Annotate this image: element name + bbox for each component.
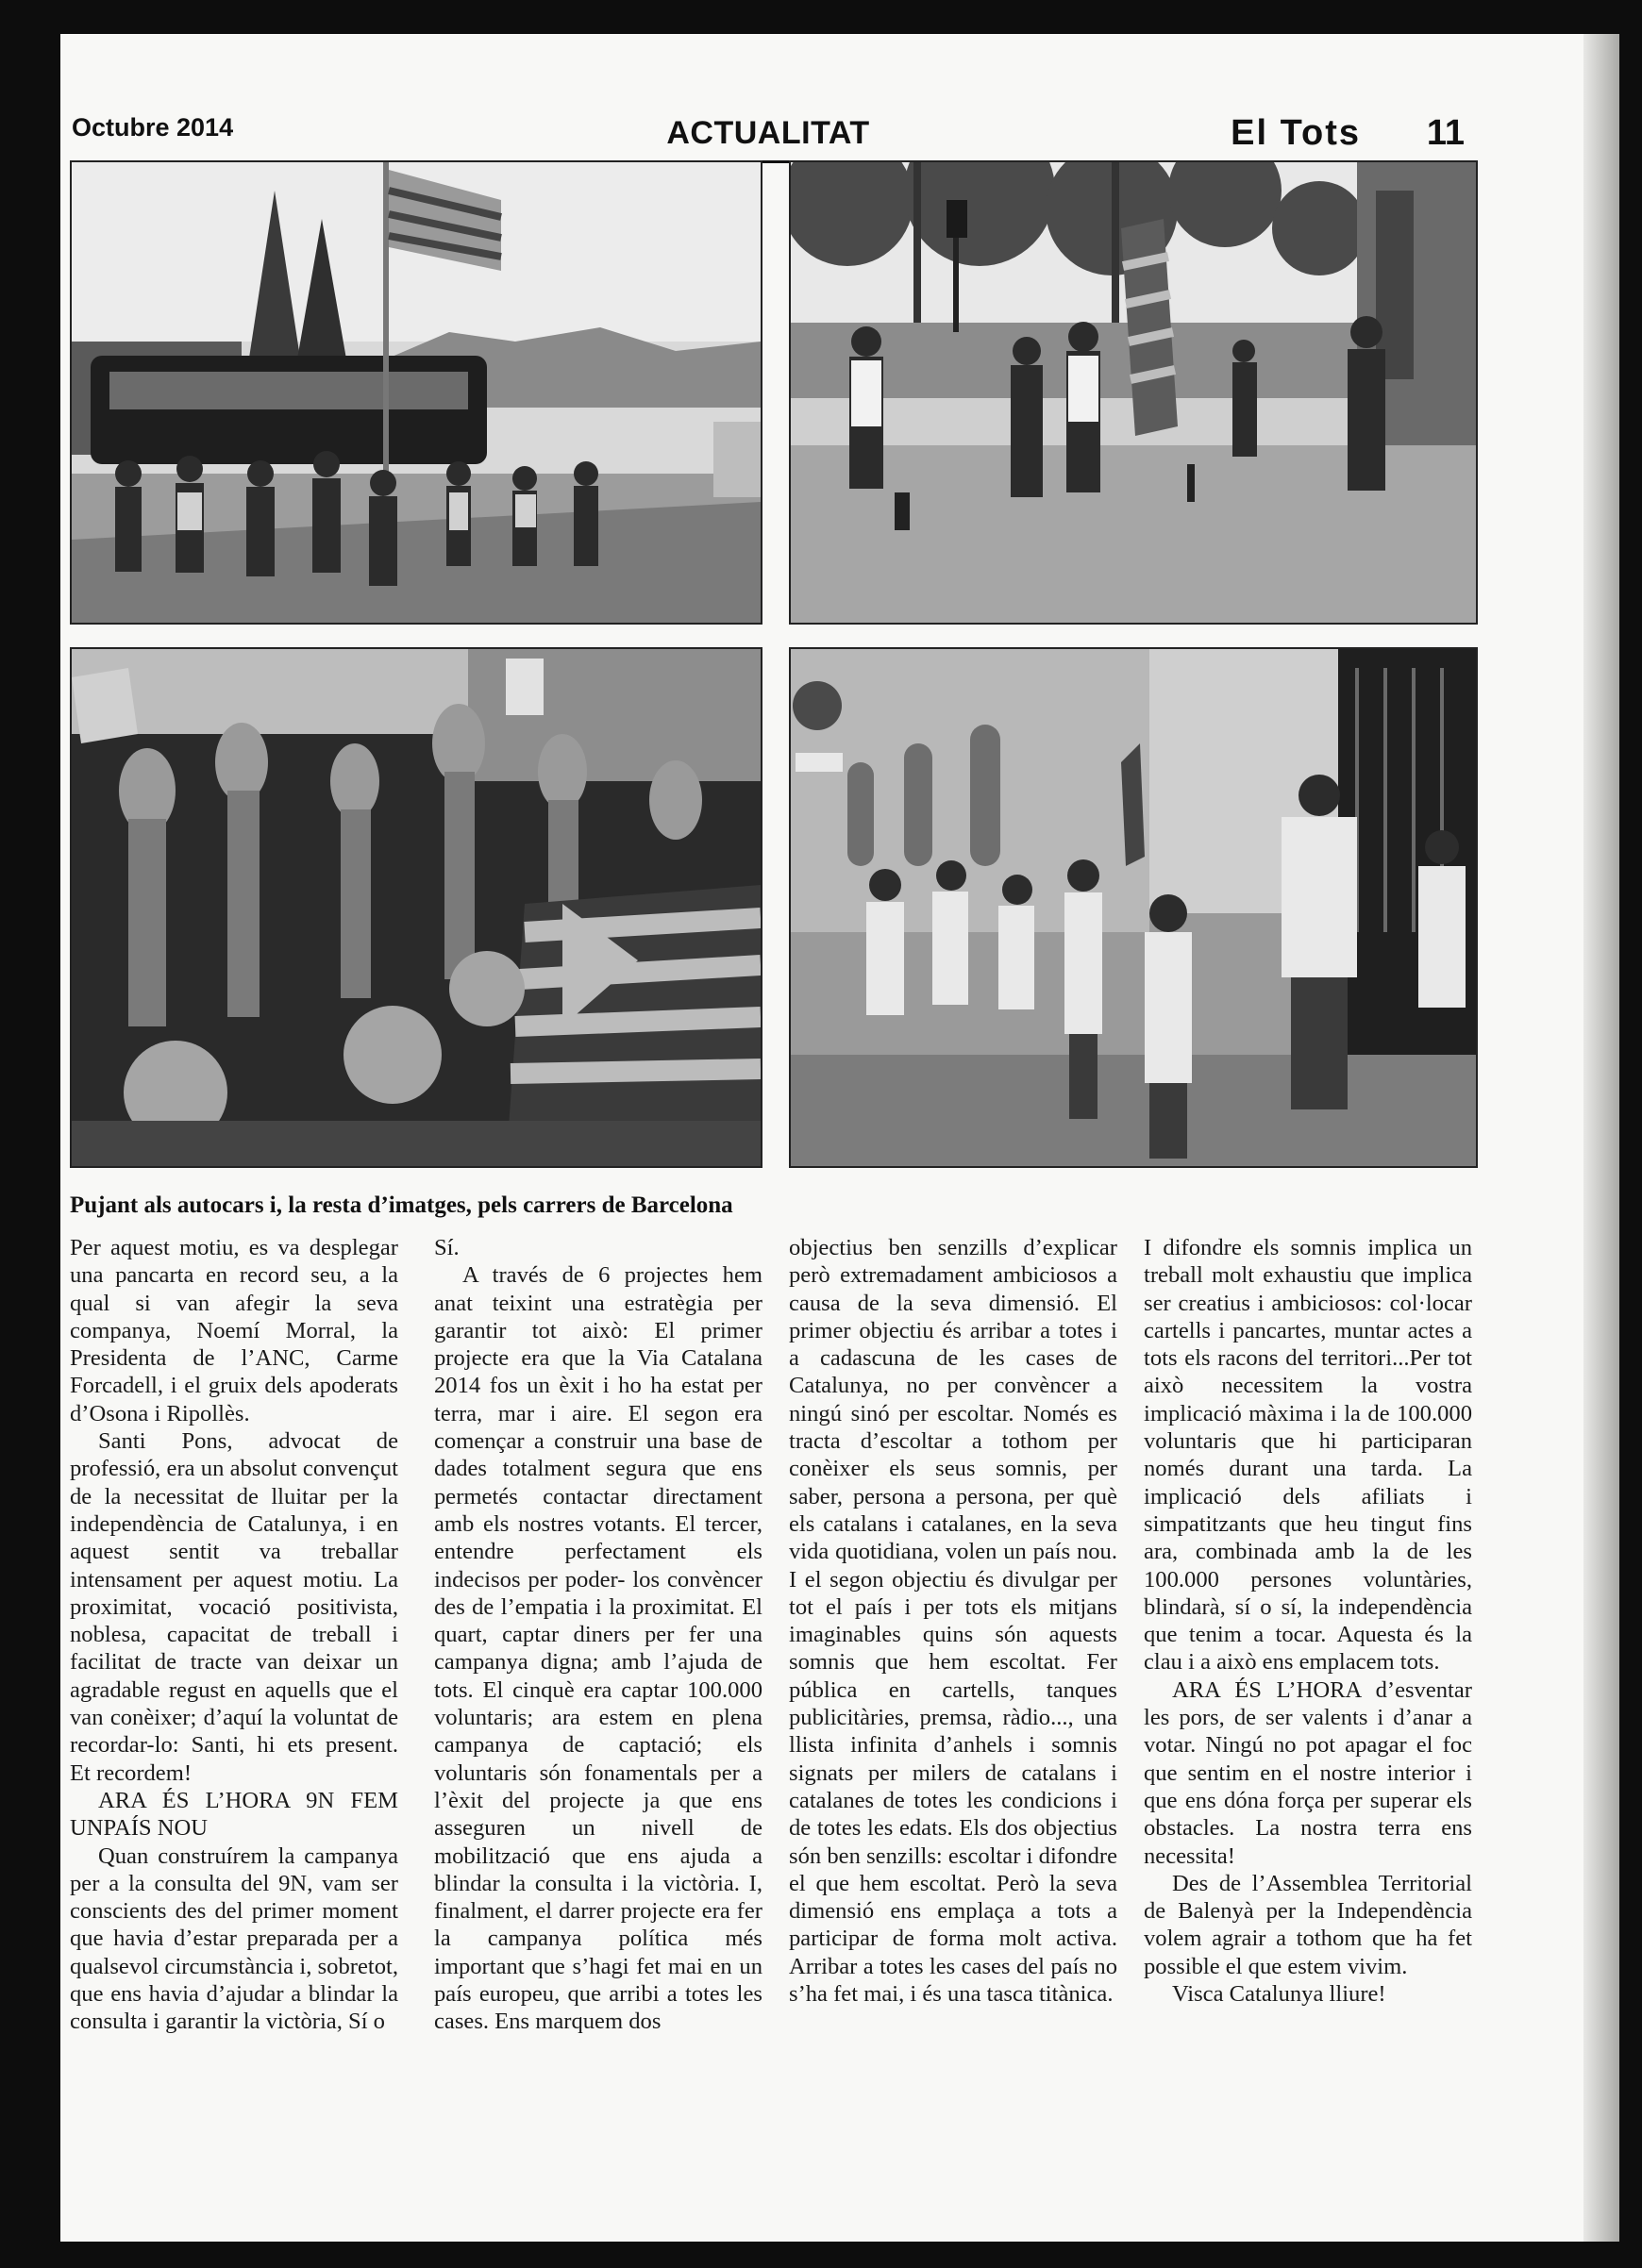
article-paragraph: Per aquest motiu, es va desplegar una pancarta en record seu, a la qual si van afegir la seva companya, Noemí Morral, la Presidenta de l’ANC, Carme Forcadell, i el gruix dels apoderats d’Osona i Ripollès. (70, 1235, 398, 1426)
article-paragraph: A través de 6 projectes hem anat teixint una estratègia per garantir tot això: El primer projecte era que la Via Catalana 2014 fos un èxit i ho ha estat per terra, mar i aire. El segon era començar a construir una base de dades totalment segura que ens permetés contactar directament amb els nostres votants. El tercer, entendre perfectament els indecisos per poder- los convèncer des de l’empatia i la proximitat. El quart, captar diners per fer una campanya digna; amb l’ajuda de tots. El cinquè era captar 100.000 voluntaris; ara estem en plena campanya de captació; els voluntaris són fonamentals per a l’èxit del projecte ja que ens asseguren un nivell de mobilització que ens ajuda a blindar la consulta i la victòria. I, finalment, el darrer projecte era fer la campanya política més important que s’hagi fet mai en un país europeu, que arribi a totes les cases. Ens marquem dos (434, 1262, 762, 2035)
article-column-2 (434, 1234, 762, 2036)
article-paragraph: Visca Catalunya lliure! (1172, 1981, 1386, 2008)
article-paragraph: ARA ÉS L’HORA 9N FEM UNPAÍS NOU (70, 1787, 398, 1842)
publication-name: El Tots (1231, 113, 1361, 153)
article-paragraph: I difondre els somnis implica un treball molt exhaustiu que implica ser creatius i ambiciosos: col·locar cartells i pancartes, muntar actes a tots els racons del territori...Per tot això necessitem la vostra implicació màxima i la de 100.000 voluntaris que hi participaran només durant una tarda. La implicació dels afiliats i simpatitzants que heu tingut fins ara, combinada amb la de les 100.000 persones voluntàries, blindarà, sí o sí, la independència que tenim a tocar. Aquesta és la clau i a això ens emplacem tots. (1144, 1235, 1472, 1676)
photo-raised-hands (70, 647, 762, 1168)
article-paragraph: objectius ben senzills d’explicar però extremadament ambiciosos a causa de la seva dimensió. El primer objectiu és arribar a totes i a cadascuna de les cases de Catalunya, no per convèncer a ningú sinó per escoltar. Només es tracta d’escoltar a tothom per conèixer els seus somnis, per saber, persona a persona, per què els catalans i catalanes, en la seva vida quotidiana, volen un país nou. I el segon objectiu és divulgar per tot el país i per tots els mitjans imaginables quins són aquests somnis que hem escoltat. Fer pública en cartells, tanques publicitàries, premsa, ràdio..., una llista infinita d’anhels i somnis signats per milers de catalans i catalanes de totes les condicions i de totes les edats. Els dos objectius són ben senzills: escoltar i difondre el que hem escoltat. Però la seva dimensió ens emplaça a tots a participar de forma molt activa. Arribar a totes les cases del país no s’ha fet mai, i és una tasca titànica. (789, 1235, 1117, 2008)
article-paragraph: Sí. (434, 1235, 460, 1260)
article-paragraph: Des de l’Assemblea Territorial de Balenyà per la Independència volem agrair a tothom que ha fet possible el que estem vivim. (1144, 1870, 1472, 1979)
article-paragraph: Quan construírem la campanya per a la consulta del 9N, vam ser conscients des del primer moment que havia d’estar preparada per a qualsevol circumstància i, sobretot, que ens havia d’ajudar a blindar la consulta i garantir la victòria, Sí o (70, 1843, 398, 2035)
photo-buses-crowd (70, 160, 762, 625)
photo-crowd-building (789, 647, 1478, 1168)
photo-street-march (789, 160, 1478, 625)
page-spine (1583, 34, 1619, 2242)
article-paragraph: ARA ÉS L’HORA d’esventar les pors, de ser valents i d’anar a votar. Ningú no pot apagar el foc que sentim en el nostre interior i que ens dóna força per superar els obstacles. La nostra terra ens necessita! (1144, 1676, 1472, 1869)
section-title: ACTUALITAT (666, 115, 870, 151)
article-column-3 (789, 1234, 1117, 2008)
article-column-4 (1144, 1234, 1472, 2008)
article-column-1 (70, 1234, 398, 2036)
photo-caption: Pujant als autocars i, la resta d’imatges, pels carrers de Barcelona (70, 1192, 733, 1218)
page-number: 11 (1426, 113, 1465, 153)
article-paragraph: Santi Pons, advocat de professió, era un absolut convençut de la necessitat de lluitar per la independència de Catalunya, i en aquest sentit va treballar intensament per aquest motiu. La proximitat, vocació positivista, noblesa, capacitat de treball i facilitat de tracte van deixar un agradable regust en aquells que el van conèixer; d’aquí la voluntat de recordar-lo: Santi, hi ets present. Et recordem! (70, 1428, 398, 1786)
page-header (72, 77, 1465, 162)
issue-date: Octubre 2014 (72, 113, 234, 142)
